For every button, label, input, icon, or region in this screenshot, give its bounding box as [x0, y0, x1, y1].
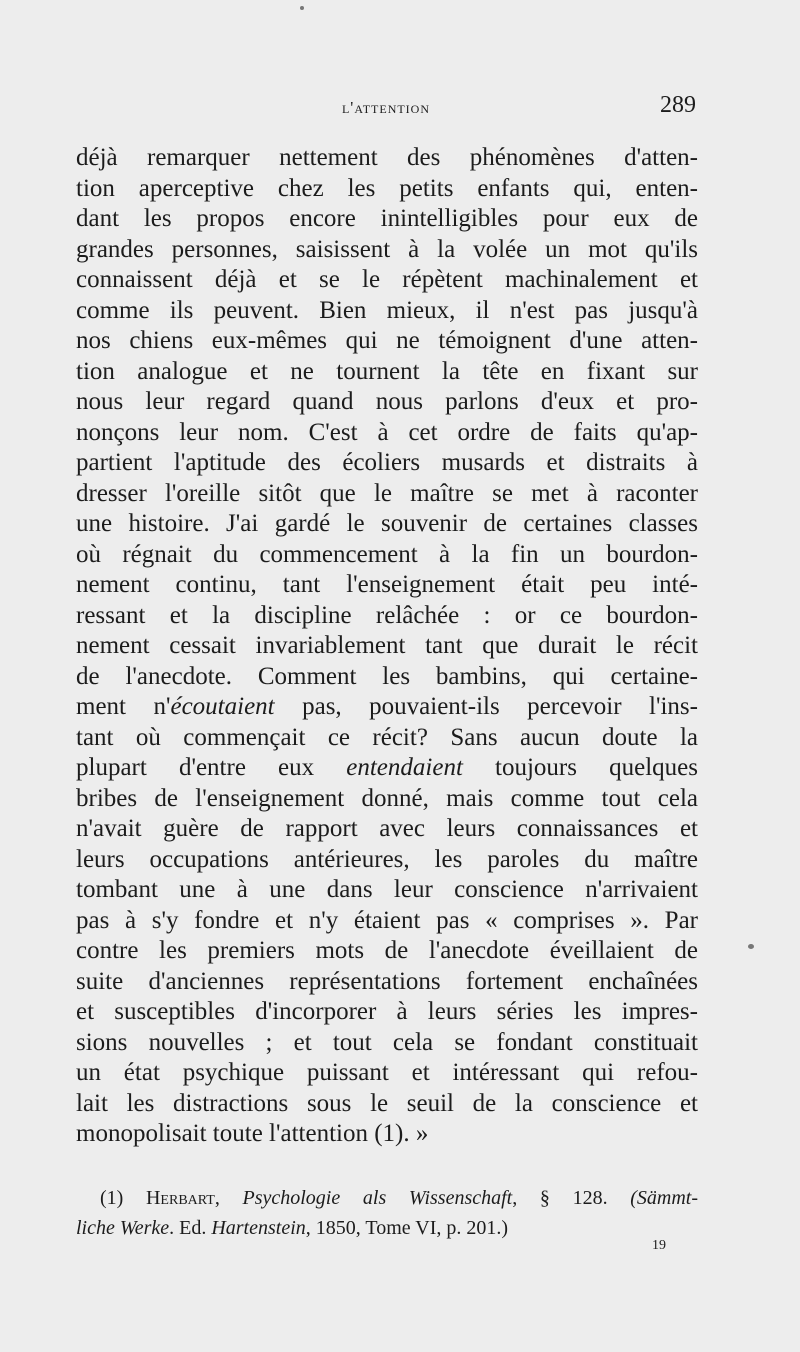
text-segment: ,: [214, 1187, 243, 1209]
text-line: une histoire. J'ai gardé le souvenir de certaines classes: [76, 510, 698, 537]
text-segment: . Ed.: [169, 1217, 212, 1239]
footnote-line: [76, 1213, 698, 1243]
text-line: dresser l'oreille sitôt que le maître se met à raconter: [76, 479, 698, 507]
text-line: et susceptibles d'incorporer à leurs séries les impres-: [76, 998, 698, 1025]
text-segment: ment n': [76, 693, 171, 720]
text-line: monopolisait toute l'attention (1). »: [76, 1120, 429, 1147]
text-segment: toujours quelques: [462, 754, 698, 781]
text-line: de l'anecdote. Comment les bambins, qui certaine-: [76, 662, 698, 690]
text-line: [76, 692, 698, 723]
paper-speck: [300, 6, 304, 10]
text-line: tombant une à une dans leur conscience n'arrivaient: [76, 876, 698, 903]
text-line: un état psychique puissant et intéressant qui refou-: [76, 1059, 698, 1086]
paper-speck: [748, 944, 754, 949]
text-line: sions nouvelles ; et tout cela se fondant constituait: [76, 1028, 698, 1056]
text-line: nos chiens eux-mêmes qui ne témoignent d'une atten-: [76, 327, 698, 354]
italic-emphasis: entendaient: [346, 754, 463, 781]
text-line: grandes personnes, saisissent à la volée un mot qu'ils: [76, 235, 698, 263]
running-head: l'attention: [341, 98, 431, 117]
text-line: nous leur regard quand nous parlons d'eux et pro-: [76, 388, 698, 415]
page-header: [76, 90, 696, 130]
text-line: tion analogue et ne tournent la tête en fixant sur: [76, 357, 698, 385]
text-line: pas à s'y fondre et n'y étaient pas « comprises ». Par: [76, 906, 698, 934]
text-line: ressant et la discipline relâchée : or ce bourdon-: [76, 601, 698, 629]
text-segment: plupart d'entre eux: [76, 754, 347, 781]
text-line: contre les premiers mots de l'anecdote éveillaient de: [76, 937, 698, 964]
text-line: [76, 753, 698, 784]
text-line: suite d'anciennes représentations fortement enchaînées: [76, 967, 698, 995]
italic-emphasis: écoutaient: [170, 693, 275, 720]
page-number: 289: [660, 92, 696, 118]
text-line: n'avait guère de rapport avec leurs connaissances et: [76, 815, 698, 842]
text-line: déjà remarquer nettement des phénomènes d'atten-: [76, 144, 698, 171]
footnote-marker: (1): [100, 1187, 146, 1209]
text-segment: , 1850, Tome VI, p. 201.): [305, 1217, 509, 1239]
text-line: leurs occupations antérieures, les paroles du maître: [76, 845, 698, 873]
text-line: où régnait du commencement à la fin un bourdon-: [76, 540, 698, 568]
text-line: connaissent déjà et se le répètent machinalement et: [76, 266, 698, 293]
signature-mark: 19: [652, 1238, 666, 1253]
text-line: partient l'aptitude des écoliers musards et distraits à: [76, 449, 698, 476]
text-line: comme ils peuvent. Bien mieux, il n'est pas jusqu'à: [76, 296, 698, 324]
text-segment: pas, pouvaient-ils percevoir l'ins-: [274, 693, 698, 720]
footnote-works: (Sämmt-: [630, 1187, 698, 1209]
text-line: lait les distractions sous le seuil de la conscience et: [76, 1089, 698, 1117]
text-line: nement cessait invariablement tant que durait le récit: [76, 632, 698, 659]
footnote-author: Herbart: [145, 1187, 215, 1209]
text-segment: , § 128.: [512, 1187, 631, 1209]
footnote-title: Psychologie als Wissenschaft: [242, 1187, 513, 1209]
footnote: [76, 1183, 698, 1243]
footnote-line: [76, 1183, 698, 1213]
text-line: nement continu, tant l'enseignement était peu inté-: [76, 571, 698, 598]
footnote-editor: Hartenstein: [211, 1217, 306, 1239]
text-line: nonçons leur nom. C'est à cet ordre de faits qu'ap-: [76, 418, 698, 446]
text-line: tion aperceptive chez les petits enfants qui, enten-: [76, 174, 698, 202]
text-line: dant les propos encore inintelligibles pour eux de: [76, 205, 698, 232]
footnote-works: liche Werke: [76, 1217, 170, 1239]
body-text: [76, 143, 698, 1150]
text-line: tant où commençait ce récit? Sans aucun doute la: [76, 723, 698, 751]
text-line: bribes de l'enseignement donné, mais comme tout cela: [76, 784, 698, 812]
